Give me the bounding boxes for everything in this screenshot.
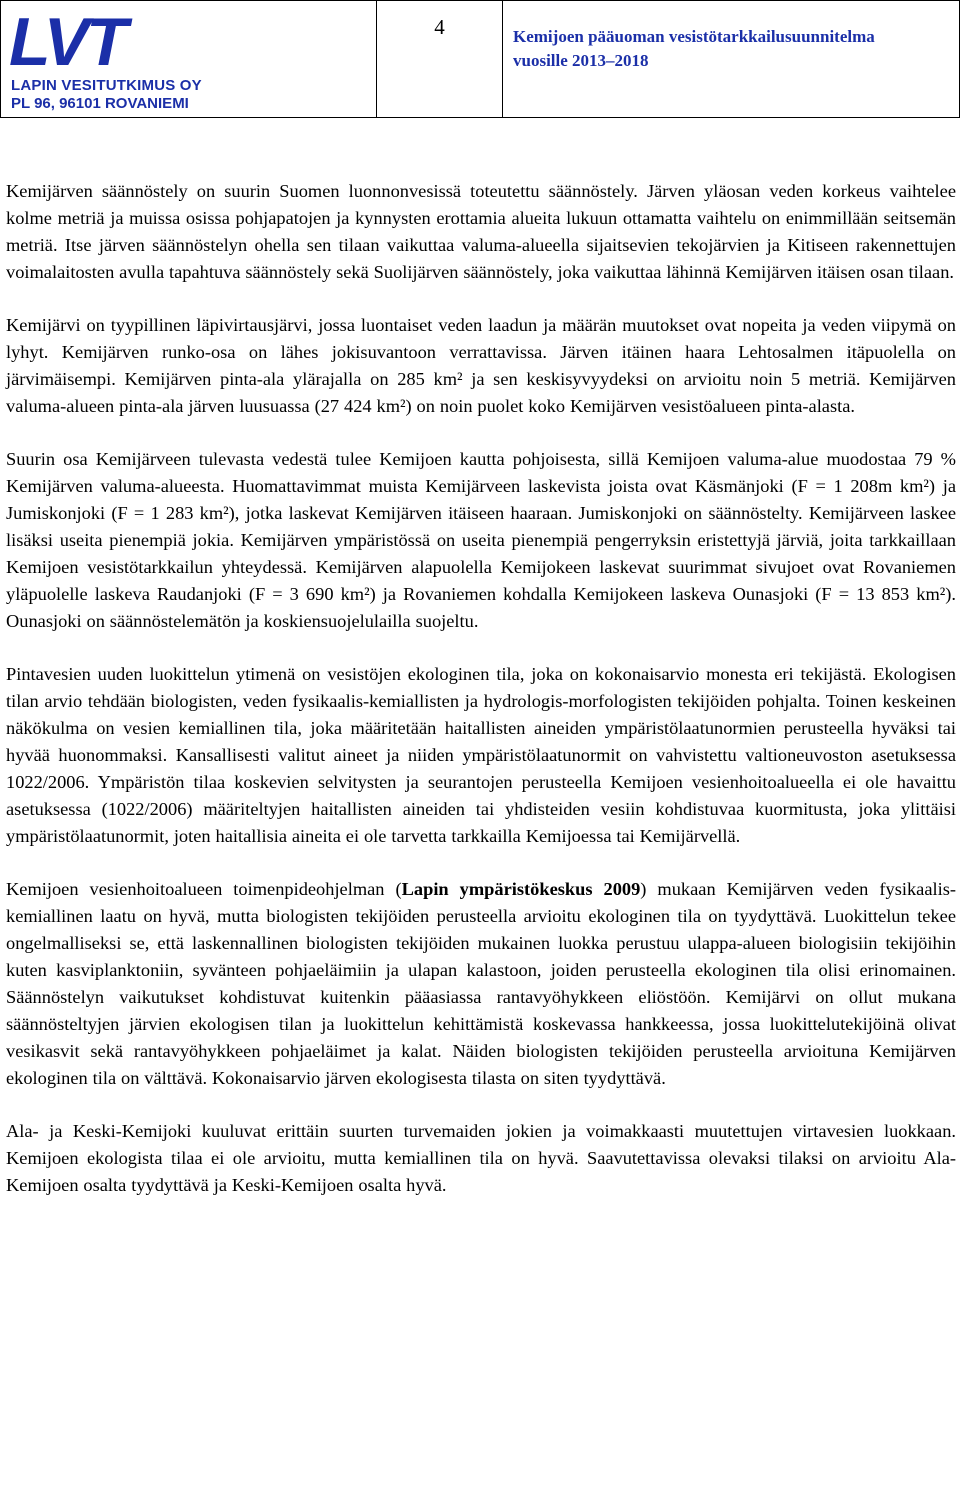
paragraph-river-status: Ala- ja Keski-Kemijoki kuuluvat erittäin suurten turvemaiden jokien ja voimakkaasti muutettujen virtavesien luokkaan. Kemijoen ekologista tilaa ei ole arvioitu, mutta kemiallinen tila on hyvä. Saavutettavissa olevaksi tilaksi on arvioitu Ala-Kemijoen osalta tyydyttävä ja Keski-Kemijoen osalta hyvä. [6, 1121, 956, 1195]
paragraph-tributaries: Suurin osa Kemijärveen tulevasta vedestä tulee Kemijoen kautta pohjoisesta, sillä Kemijoen valuma-alue muodostaa 79 % Kemijärven valuma-alueesta. Huomattavimmat muista Kemijärveen laskevista joista ovat Käsmänjoki (F = 1 208m km²) ja Jumiskonjoki (F = 1 283 km²), jotka laskevat Kemijärven itäiseen haaraan. Jumiskonjoki on säännöstelty. Kemijärveen laskee lisäksi useita pienempiä jokia. Kemijärven ympäristössä on useita pienempiä pengerryksin eristettyjä järviä, joita tarkkaillaan Kemijoen vesistötarkkailun yhteydessä. Kemijärven alapuolella Kemijokeen laskevat suurimmat sivujoet ovat Rovaniemen yläpuolelle laskeva Raudanjoki (F = 3 690 km²) ja Rovaniemen kohdalla Kemijokeen laskeva Ounasjoki (F = 13 853 km²). Ounasjoki on säännöstelemätön ja koskiensuojelulailla suojeltu. [6, 449, 956, 631]
paragraph-ecological-status-post: ) mukaan Kemijärven veden fysikaalis-kemiallinen laatu on hyvä, mutta biologisten tekijöiden perusteella arvioitu ekologinen tila on tyydyttävä. Luokittelun tekee ongelmalliseksi se, että laskennallinen biologisten tekijöiden mukainen luokka perustuu ulappa-alueen biologisiin tekijöihin kuten kasviplanktoniin, syvänteen pohjaeläimiin ja ulapan kalastoon, joiden perusteella ekologinen tila olisi erinomainen. Säännöstelyn vaikutukset kohdistuvat kuitenkin pääasiassa rantavyöhykkeen eliöstöön. Kemijärvi on ollut mukana säännösteltyjen järvien ekologisen tilan ja luokittelun kehittämistä koskevassa hankkeessa, jossa luokittelutekijöinä olivat vesikasvit sekä rantavyöhykkeen pohjaeläimet ja kalat. Näiden biologisten tekijöiden perusteella arvioituna Kemijärven ekologinen tila on välttävä. Kokonaisarvio järven ekologisesta tilasta on siten tyydyttävä. [6, 879, 956, 1088]
lvt-logo [7, 9, 167, 73]
citation-reference: Lapin ympäristökeskus 2009 [401, 879, 641, 899]
header-logo-cell [1, 1, 377, 117]
paragraph-lake-characteristics: Kemijärvi on tyypillinen läpivirtausjärvi, jossa luontaiset veden laadun ja määrän muutokset ovat nopeita ja veden viipymä on lyhyt. Kemijärven runko-osa on lähes jokisuvantoon verrattavissa. Järven itäinen haara Lehtosalmen itäpuolella on järvimäisempi. Kemijärven pinta-ala ylärajalla on 285 km² ja sen keskisyvyydeksi on arvioitu noin 5 metriä. Kemijärven valuma-alueen pinta-ala järven luusuassa (27 424 km²) on noin puolet koko Kemijärven vesistöalueen pinta-alasta. [6, 315, 956, 416]
paragraph-ecological-status [6, 876, 956, 1092]
page-body [6, 178, 956, 1199]
paragraph-classification: Pintavesien uuden luokittelun ytimenä on vesistöjen ekologinen tila, joka on kokonaisarvio monesta eri tekijästä. Ekologisen tilan arvio tehdään biologisten, veden fysikaalis-kemiallisten ja hydrologis-morfologisten tekijöiden pohjalta. Toinen keskeinen näkökulma on vesien kemiallinen tila, joka määritetään haitallisten aineiden ympäristölaatunormien perusteella hyväksi tai hyvää huonommaksi. Kansallisesti valitut aineet ja niiden ympäristölaatunormit on vahvistettu valtioneuvoston asetuksessa 1022/2006. Ympäristön tilaa koskevien selvitysten ja seurantojen perusteella Kemijoen vesienhoitoalueella ei ole havaittu asetuksessa (1022/2006) määriteltyjen haitallisten aineiden tai yhdisteiden vesiin kohdistuvaa kuormitusta, joka ylittäisi ympäristölaatunormit, joten haitallisia aineita ei ole tarvetta tarkkailla Kemijoessa tai Kemijärvellä. [6, 664, 956, 846]
document-title [503, 1, 959, 117]
company-address: PL 96, 96101 ROVANIEMI [11, 95, 189, 112]
logo-text: LVT [9, 9, 125, 73]
page-number: 4 [377, 1, 503, 117]
company-name: LAPIN VESITUTKIMUS OY [11, 77, 202, 94]
page-header [0, 0, 960, 118]
document-title-line2: vuosille 2013–2018 [513, 51, 649, 70]
paragraph-regulation: Kemijärven säännöstely on suurin Suomen luonnonvesissä toteutettu säännöstely. Järven yläosan veden korkeus vaihtelee kolme metriä ja muissa osissa pohjapatojen ja kynnysten erottamia alueita lukuun ottamatta vaihtelu on enimmillään seitsemän metriä. Itse järven säännöstelyn ohella sen tilaan vaikuttaa valuma-alueella sijaitsevien tekojärvien ja Kitiseen rakennettujen voimalaitosten avulla tapahtuva säännöstely sekä Suolijärven säännöstely, joka vaikuttaa lähinnä Kemijärven itäisen osan tilaan. [6, 181, 956, 282]
paragraph-ecological-status-pre: Kemijoen vesienhoitoalueen toimenpideohjelman ( [6, 879, 402, 899]
document-title-line1: Kemijoen pääuoman vesistötarkkailusuunnitelma [513, 27, 875, 46]
